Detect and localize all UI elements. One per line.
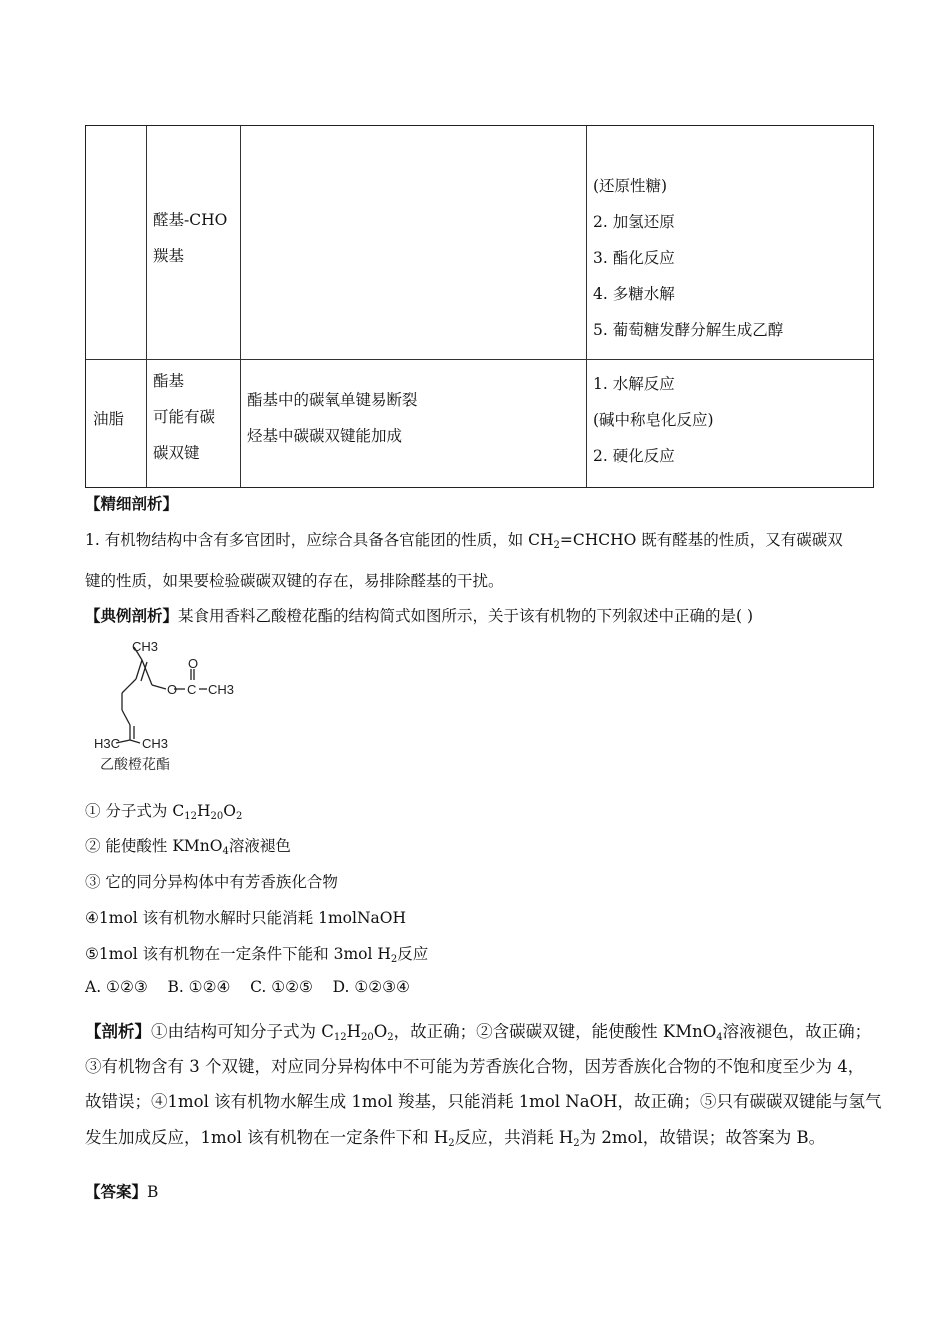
solution-heading: 【剖析】 (85, 1022, 151, 1041)
subscript: 12 (333, 1032, 347, 1043)
structure-caption: 乙酸橙花酯 (100, 757, 170, 773)
table-cell-groups (153, 363, 215, 471)
text-run: ①由结构可知分子式为 C (151, 1022, 334, 1041)
table-cell-properties (247, 382, 418, 454)
reaction-item: 2. 加氢还原 (593, 213, 675, 231)
reaction-item: (碱中称皂化反应) (593, 411, 714, 429)
text-run: H (196, 802, 211, 820)
option-3: ③ 它的同分异构体中有芳香族化合物 (85, 873, 338, 891)
option-4: ④1mol 该有机物水解时只能消耗 1molNaOH (85, 909, 406, 927)
text-run: 溶液褪色，故正确； (722, 1022, 872, 1041)
group-item: 酯基 (153, 372, 185, 390)
label-o-ester: O (167, 682, 178, 697)
table-cell-groups (153, 202, 227, 274)
answer-line (85, 1180, 158, 1202)
solution-line-3: 故错误；④1mol 该有机物水解生成 1mol 羧基，只能消耗 1mol NaOH，故正确；⑤只有碳碳双键能与氢气 (85, 1092, 882, 1111)
label-ch3-right: CH3 (208, 682, 235, 697)
text-run: 溶液褪色 (228, 837, 291, 855)
answer-value: B (147, 1183, 159, 1201)
text-run: 反应，共消耗 H (454, 1128, 574, 1147)
reaction-item: 5. 葡萄糖发酵分解生成乙醇 (593, 321, 784, 339)
label-ch3-bottom: CH3 (142, 736, 169, 751)
text-run: ⑤1mol 该有机物在一定条件下能和 3mol H (85, 945, 391, 963)
option-2 (85, 834, 291, 856)
functional-group-table (85, 125, 874, 488)
reaction-item: 1. 水解反应 (593, 375, 675, 393)
property-item: 烃基中碳碳双键能加成 (247, 427, 403, 445)
table-cell-reactions (593, 366, 714, 474)
table-cell-reactions (593, 168, 783, 348)
reaction-item: 4. 多糖水解 (593, 285, 675, 303)
label-ch3-top: CH3 (132, 639, 159, 654)
solution-line-2: ③有机物含有 3 个双键，对应同分异构体中不可能为芳香族化合物，因芳香族化合物的不饱和度至少为 4， (85, 1057, 865, 1076)
solution-line-1 (85, 1018, 871, 1042)
option-1 (85, 799, 242, 821)
reaction-item: 2. 硬化反应 (593, 447, 675, 465)
analysis-heading: 【精细剖析】 (85, 494, 179, 513)
reaction-item: 3. 酯化反应 (593, 249, 675, 267)
example-question-line (85, 604, 753, 626)
text-run: 1. 有机物结构中含有多官团时，应综合具备各官能团的性质，如 CH (85, 531, 554, 549)
table-col-divider (240, 126, 241, 487)
text-run: 发生加成反应，1mol 该有机物在一定条件下和 H (85, 1128, 449, 1147)
subscript: 12 (184, 811, 197, 822)
option-5 (85, 942, 428, 964)
subscript: 2 (390, 954, 398, 965)
text-run: H (346, 1022, 361, 1041)
solution-line-4 (85, 1124, 825, 1148)
example-heading: 【典例剖析】 (85, 606, 179, 625)
answer-heading: 【答案】 (85, 1182, 148, 1201)
subscript: 2 (387, 1032, 394, 1043)
text-run: O (373, 1022, 388, 1041)
group-aldehyde: 醛基-CHO (153, 211, 228, 229)
text-run: 为 2mol，故错误；故答案为 B。 (579, 1128, 826, 1147)
answer-choices: A. ①②③ B. ①②④ C. ①②⑤ D. ①②③④ (85, 978, 410, 996)
text-run: ② 能使酸性 KMnO (85, 837, 223, 855)
subscript: 20 (361, 1032, 374, 1043)
text-run: O (223, 802, 236, 820)
group-item: 碳双键 (153, 444, 200, 462)
subscript: 4 (716, 1032, 723, 1043)
text-run: =CHCHO 既有醛基的性质，又有碳碳双 (559, 531, 843, 549)
subscript: 2 (235, 811, 243, 822)
analysis-line-1 (85, 528, 843, 550)
subscript: 20 (210, 811, 224, 822)
label-h3c: H3C (94, 736, 121, 751)
table-col-divider (146, 126, 147, 487)
group-carbonyl: 羰基 (153, 247, 185, 265)
group-item: 可能有碳 (153, 408, 216, 426)
text-run: 反应 (397, 945, 429, 963)
text-run: ① 分子式为 C (85, 802, 185, 820)
example-question: 某食用香料乙酸橙花酯的结构简式如图所示，关于该有机物的下列叙述中正确的是( ) (178, 607, 754, 625)
property-item: 酯基中的碳氧单键易断裂 (247, 391, 418, 409)
table-cell-name: 油脂 (93, 410, 125, 428)
label-o-carbonyl: O (188, 656, 199, 671)
text-run: ，故正确；②含碳碳双键，能使酸性 KMnO (393, 1022, 717, 1041)
subscript: 4 (222, 846, 229, 857)
subscript: 2 (448, 1138, 455, 1149)
subscript: 2 (573, 1138, 580, 1149)
neryl-acetate-structure (90, 635, 260, 775)
table-row-divider (86, 359, 873, 360)
label-c: C (187, 682, 197, 697)
analysis-line-2: 键的性质，如果要检验碳碳双键的存在，易排除醛基的干扰。 (85, 572, 504, 590)
reaction-item: (还原性糖) (593, 177, 668, 195)
table-col-divider (586, 126, 587, 487)
subscript: 2 (553, 540, 560, 551)
